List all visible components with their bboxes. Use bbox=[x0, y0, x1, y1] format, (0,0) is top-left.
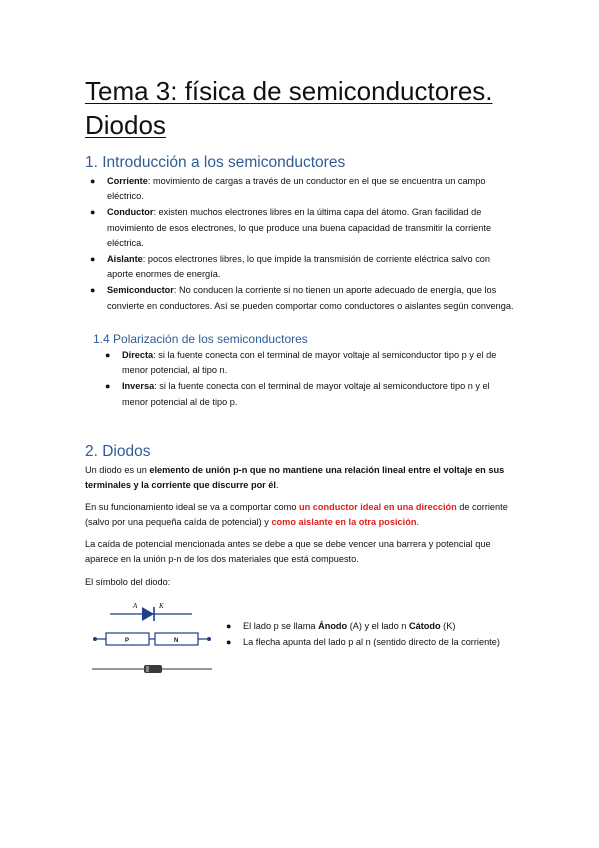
subsection-heading-polarizacion: 1.4 Polarización de los semiconductores bbox=[93, 332, 308, 346]
list-item: ● Aislante: pocos electrones libres, lo que impide la transmisión de corriente eléctrica salvo con aporte enormes de energía. bbox=[90, 254, 491, 280]
section-heading-diodos: 2. Diodos bbox=[85, 443, 151, 460]
n-label: N bbox=[174, 638, 179, 644]
bullet-icon: ● bbox=[226, 637, 232, 648]
diode-component-image bbox=[92, 665, 212, 673]
pn-junction bbox=[93, 633, 211, 645]
list-item: ● Directa: si la fuente conecta con el terminal de mayor voltaje al semiconductor tipo p y el de menor potencial, al tipo n. bbox=[105, 350, 497, 376]
paragraph-definition: Un diodo es un elemento de unión p-n que no mantiene una relación lineal entre el voltaje en sus terminales y la corriente que discurre por él. bbox=[85, 465, 505, 491]
paragraph-simbolo: El símbolo del diodo: bbox=[85, 577, 171, 587]
bullet-icon: ● bbox=[226, 621, 232, 631]
anode-label: A bbox=[133, 602, 138, 610]
paragraph-ideal: En su funcionamiento ideal se va a comportar como un conductor ideal en una dirección de corriente (salvo por una pequeña caída de potencial) y como aislante en la otra posición. bbox=[85, 502, 508, 528]
polarizacion-list bbox=[105, 348, 517, 411]
bullet-icon: ● bbox=[90, 176, 96, 186]
diode-symbol bbox=[110, 602, 192, 621]
bullet-icon: ● bbox=[90, 254, 96, 265]
list-item: ● Inversa: si la fuente conecta con el terminal de mayor voltaje al semiconductore tipo n y el menor potencial al de tipo p. bbox=[105, 381, 490, 407]
list-item: ● Corriente: movimiento de cargas a través de un conductor en el que se encuentra un campo eléctrico. bbox=[90, 176, 486, 202]
list-item: ● Semiconductor: No conducen la corriente si no tienen un aporte adecuado de energía, que los convierte en conductores. Así se pueden comportar como conductores o aislantes según convenga. bbox=[90, 285, 514, 311]
cathode-label: K bbox=[159, 602, 164, 610]
list-item: ● El lado p se llama Ánodo (A) y el lado n Cátodo (K) bbox=[243, 619, 515, 634]
bullet-icon: ● bbox=[90, 207, 96, 218]
paragraph-caida: La caída de potencial mencionada antes se debe a que se debe vencer una barrera y potencial que aparece en la unión p-n de los dos materiales que está compuesto. bbox=[85, 539, 491, 565]
bullet-icon: ● bbox=[90, 285, 96, 296]
diode-diagram bbox=[92, 598, 212, 678]
intro-list bbox=[90, 174, 517, 315]
bullet-icon: ● bbox=[105, 381, 111, 392]
diode-notes-list bbox=[226, 619, 515, 651]
page-title: Tema 3: física de semiconductores. Diodos bbox=[85, 76, 493, 140]
p-label: P bbox=[125, 638, 130, 644]
bullet-icon: ● bbox=[105, 350, 111, 360]
section-heading-intro: 1. Introducción a los semiconductores bbox=[85, 154, 346, 171]
list-item: ● La flecha apunta del lado p al n (sentido directo de la corriente) bbox=[243, 635, 515, 650]
list-item: ● Conductor: existen muchos electrones libres en la última capa del átomo. Gran facilidad de movimiento de esos electrones, lo que produce una buena capacidad de transmitir la corriente eléctrica. bbox=[90, 207, 492, 248]
